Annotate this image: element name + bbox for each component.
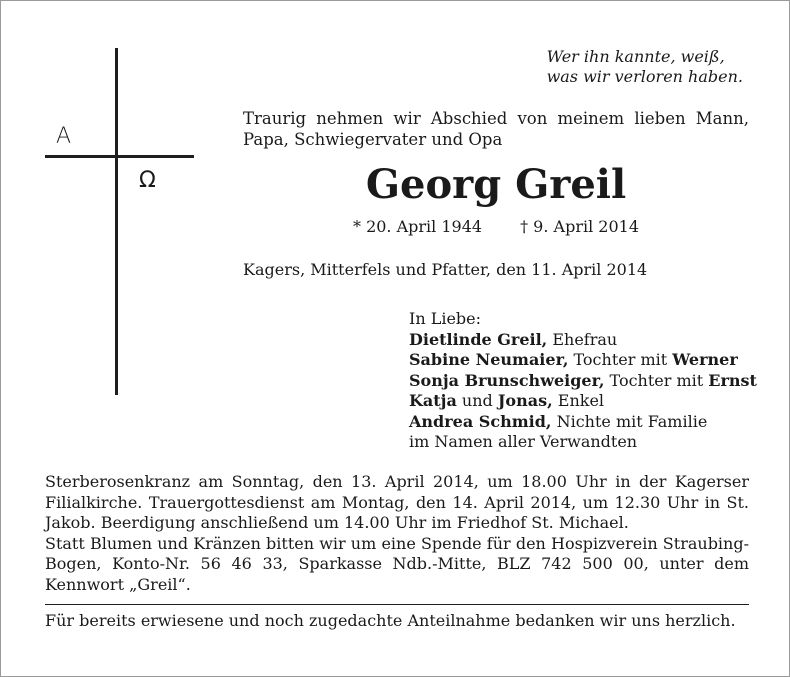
death-date: † 9. April 2014 (520, 217, 640, 236)
mourner-relation: Enkel (552, 391, 605, 410)
motto-line-1: Wer ihn kannte, weiß, (546, 47, 725, 66)
service-details (45, 472, 749, 595)
alpha-symbol-icon: Α (56, 124, 72, 149)
cross-horizontal-beam (45, 155, 194, 158)
thanks-note: Für bereits erwiesene und noch zugedachte Anteilnahme bedanken wir uns herzlich. (45, 611, 736, 630)
cross-vertical-beam (115, 48, 118, 395)
mourner-name: Sonja Brunschweiger, (409, 370, 605, 390)
mourner-relation: im Namen aller Verwandten (409, 432, 638, 451)
mourner-name: Dietlinde Greil, (409, 329, 548, 349)
mourners-list (409, 309, 757, 453)
birth-date: * 20. April 1944 (352, 217, 483, 236)
omega-symbol-icon: Ω (139, 168, 156, 193)
mourner-lines (409, 330, 757, 453)
intro-text: Traurig nehmen wir Abschied von meinem lieben Mann, Papa, Schwiegervater und Opa (243, 109, 749, 149)
mourner-name: Andrea Schmid, (409, 411, 552, 431)
mourner-relation: Tochter mit (604, 370, 709, 390)
mourner-relation: Tochter mit (568, 350, 673, 369)
mourner-relation: Nichte mit Familie (551, 411, 708, 431)
mourner-line (409, 412, 757, 433)
mourner-name: Sabine Neumaier, (409, 350, 569, 369)
mourner-relation: Ehefrau (547, 329, 618, 349)
place-and-date: Kagers, Mitterfels und Pfatter, den 11. April 2014 (243, 260, 648, 279)
divider-line (45, 604, 749, 605)
deceased-name: Georg Greil (365, 161, 627, 208)
mourners-heading: In Liebe: (409, 309, 482, 328)
mourner-line (409, 391, 757, 412)
motto-quote (547, 47, 743, 87)
mourner-name: Katja (409, 391, 457, 410)
mourner-line (409, 432, 757, 453)
donation-request: Statt Blumen und Kränzen bitten wir um eine Spende für den Hospizverein Straubing-Bogen, Konto-Nr. 56 46 33, Sparkasse Ndb.-Mitte, BLZ 742 500 00, unter dem Kennwort „Greil“. (45, 533, 749, 594)
mourner-line (409, 350, 757, 371)
mourner-line (409, 371, 757, 392)
funeral-schedule: Sterberosenkranz am Sonntag, den 13. April 2014, um 18.00 Uhr in der Kagerser Filialkirche. Trauergottesdienst am Montag, den 14. April 2014, um 12.30 Uhr in St. Jakob. Beerdigung anschließend um 14.00 Uhr im Friedhof St. Michael. (45, 472, 749, 532)
mourner-line (409, 330, 757, 351)
mourner-relation: und (456, 391, 498, 410)
mourner-name: Werner (672, 350, 738, 369)
motto-line-2: was wir verloren haben. (546, 67, 743, 86)
mourner-name: Ernst (708, 370, 757, 390)
mourner-name: Jonas, (497, 391, 553, 410)
life-dates (243, 217, 749, 237)
